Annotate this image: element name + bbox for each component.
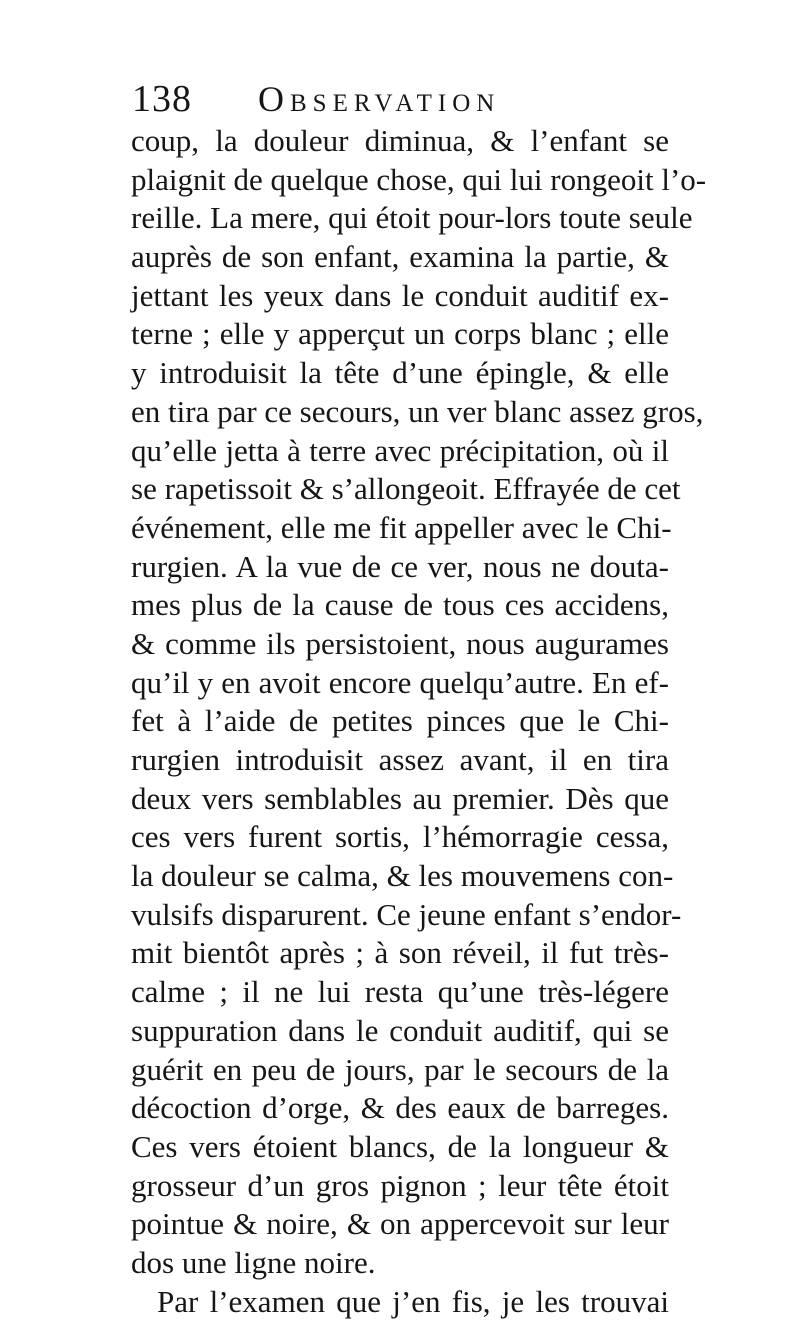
running-head — [132, 74, 672, 124]
body-text — [131, 122, 707, 1321]
text-line: y introduisit la tête d’une épingle, & elle — [131, 355, 669, 391]
text-line: suppuration dans le conduit auditif, qui se — [131, 1012, 669, 1048]
text-line: & comme ils persistoient, nous augurames — [131, 625, 669, 661]
text-line: fet à l’aide de petites pinces que le Chi- — [131, 703, 669, 739]
text-line: deux vers semblables au premier. Dès que — [131, 780, 669, 816]
text-line: se rapetissoit & s’allongeoit. Effrayée de cet — [131, 471, 681, 507]
text-line: grosseur d’un gros pignon ; leur tête étoit — [131, 1167, 669, 1203]
text-line: calme ; il ne lui resta qu’une très-légere — [131, 974, 669, 1010]
text-line: terne ; elle y apperçut un corps blanc ; elle — [131, 316, 669, 352]
text-line-paragraph-end: dos une ligne noire. — [131, 1244, 376, 1280]
text-line: qu’il y en avoit encore quelqu’autre. En ef- — [131, 664, 669, 700]
text-line: rurgien introduisit assez avant, il en tira — [131, 742, 669, 777]
text-line: vulsifs disparurent. Ce jeune enfant s’endor- — [131, 896, 682, 932]
text-line-paragraph-start: Par l’examen que j’en fis, je les trouvai — [157, 1283, 669, 1319]
text-line: en tira par ce secours, un ver blanc assez gros, — [131, 393, 704, 429]
text-line: jettant les yeux dans le conduit auditif ex- — [131, 277, 669, 313]
text-line: qu’elle jetta à terre avec précipitation, où il — [131, 432, 669, 468]
page-number: 138 — [132, 78, 192, 120]
text-line: événement, elle me fit appeller avec le Chi- — [131, 509, 672, 545]
text-line: plaignit de quelque chose, qui lui rongeoit l’o- — [131, 161, 707, 197]
text-line: guérit en peu de jours, par le secours de la — [131, 1051, 669, 1087]
text-line: reille. La mere, qui étoit pour-lors toute seule — [131, 200, 693, 236]
text-line: décoction d’orge, & des eaux de barreges. — [131, 1090, 669, 1126]
text-line: coup, la douleur diminua, & l’enfant se — [131, 123, 669, 158]
text-line: Ces vers étoient blancs, de la longueur & — [131, 1128, 669, 1164]
text-line: pointue & noire, & on appercevoit sur leur — [131, 1206, 669, 1242]
text-line: mes plus de la cause de tous ces accidens, — [131, 587, 669, 623]
text-line: auprès de son enfant, examina la partie, & — [131, 239, 669, 275]
text-line: la douleur se calma, & les mouvemens con- — [131, 858, 674, 894]
text-line: mit bientôt après ; à son réveil, il fut très- — [131, 935, 669, 971]
text-line: ces vers furent sortis, l’hémorragie cessa, — [131, 819, 669, 855]
text-line: rurgien. A la vue de ce ver, nous ne douta- — [131, 548, 669, 584]
running-title: Observation — [258, 79, 501, 119]
